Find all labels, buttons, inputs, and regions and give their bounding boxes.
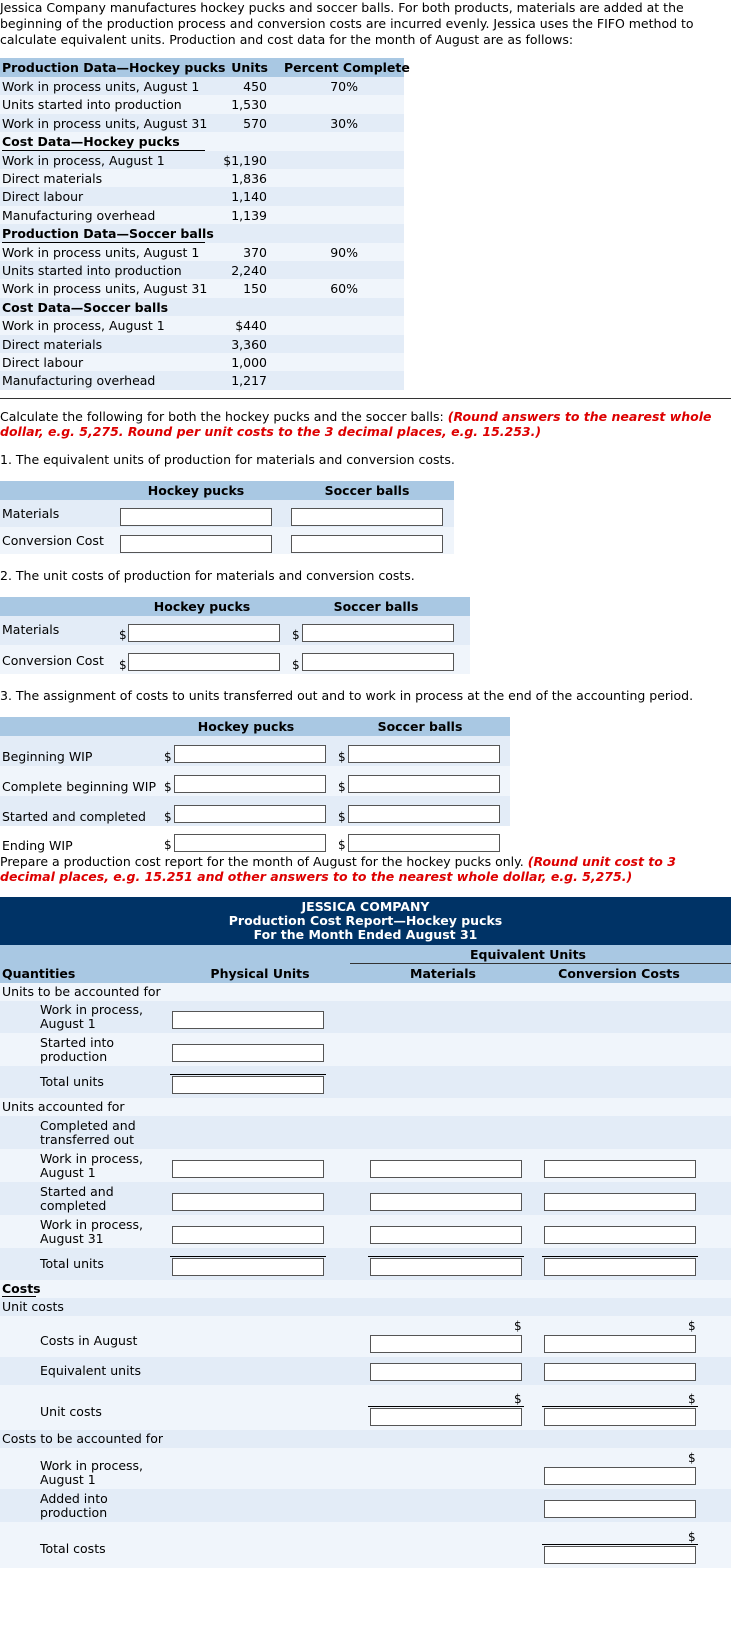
row-units: 1,139 — [231, 207, 267, 223]
q3-complete-beginning-wip-soccer-input[interactable] — [348, 775, 500, 793]
data-row — [0, 95, 404, 114]
report-row-cta-total-costs — [0, 1522, 731, 1568]
report-row-unit-costs — [0, 1385, 731, 1430]
q1-col-hockey: Hockey pucks — [147, 483, 245, 498]
cta-wip-aug1-conversion-input[interactable] — [544, 1467, 696, 1485]
report-title: Production Cost Report—Hockey pucks — [228, 913, 503, 928]
data-section-header — [0, 132, 404, 151]
q1-conversion-soccer-input[interactable] — [291, 535, 443, 553]
q3-title: 3. The assignment of costs to units transferred out and to work in process at the end of the accounting period. — [0, 688, 694, 703]
ua-started-completed-conversion-input[interactable] — [544, 1193, 696, 1211]
divider — [0, 398, 731, 399]
cta-added-conversion-input[interactable] — [544, 1500, 696, 1518]
report-row-uta-started — [0, 1033, 731, 1066]
report-row-ua-started-completed — [0, 1182, 731, 1215]
report-row-ua-total-units — [0, 1248, 731, 1280]
dollar-sign: $ — [338, 750, 346, 764]
report-row-label: Completed and transferred out — [40, 1117, 136, 1147]
row-label: Work in process units, August 31 — [2, 281, 208, 297]
report-row-label: Units to be accounted for — [2, 984, 161, 999]
report-row-label: Unit costs — [2, 1299, 64, 1314]
data-row — [0, 206, 404, 225]
row-percent: 30% — [330, 115, 358, 131]
report-row-label: Total units — [40, 1256, 104, 1271]
report-period: For the Month Ended August 31 — [253, 927, 478, 942]
row-units: 450 — [243, 79, 267, 94]
row-label: Direct labour — [2, 189, 84, 205]
row-label: Work in process units, August 1 — [2, 244, 200, 260]
q2-row-materials — [0, 616, 470, 645]
row-label: Direct materials — [2, 171, 103, 186]
report-row-units-to-account-header — [0, 983, 731, 1001]
ua-started-completed-materials-input[interactable] — [370, 1193, 522, 1211]
dollar-sign: $ — [338, 810, 346, 824]
total-rule — [170, 1256, 326, 1257]
q1-row-label: Conversion Cost — [2, 533, 104, 548]
q3-row-ending-wip — [0, 826, 510, 852]
dollar-sign: $ — [688, 1319, 696, 1333]
report-row-uta-wip-aug1 — [0, 1001, 731, 1033]
instruction-1-note: (Round answers to the nearest whole dollar, e.g. 5,275. Round per unit costs to the 3 decimal places, e.g. 15.253.) — [0, 409, 712, 439]
row-label: Work in process units, August 31 — [2, 115, 208, 131]
row-units: 1,836 — [231, 171, 267, 186]
ua-total-units-physical-input[interactable] — [172, 1258, 324, 1276]
q2-conversion-hockey-input[interactable] — [128, 653, 280, 671]
col-conversion: Conversion Costs — [558, 966, 680, 981]
report-row-label: Costs to be accounted for — [2, 1431, 163, 1446]
q1-materials-hockey-input[interactable] — [120, 508, 272, 526]
row-units: 2,240 — [231, 263, 267, 278]
equivalent-units-materials-input[interactable] — [370, 1363, 522, 1381]
report-row-label: Units accounted for — [2, 1099, 125, 1114]
data-section-header — [0, 224, 404, 243]
row-label: Units started into production — [2, 263, 182, 278]
report-row-label: Work in process, August 1 — [40, 1457, 144, 1487]
report-company: JESSICA COMPANY — [301, 899, 430, 914]
dollar-sign: $ — [338, 780, 346, 794]
dollar-sign: $ — [688, 1392, 696, 1406]
ua-total-units-materials-input[interactable] — [370, 1258, 522, 1276]
equiv-units-label: Equivalent Units — [470, 947, 586, 962]
dollar-sign: $ — [164, 838, 172, 852]
q2-col-hockey: Hockey pucks — [153, 599, 251, 614]
row-label: Production Data—Soccer balls — [2, 226, 214, 242]
dollar-sign: $ — [688, 1530, 696, 1544]
ua-wip-aug31-conversion-input[interactable] — [544, 1226, 696, 1244]
data-row — [0, 243, 404, 262]
row-label: Manufacturing overhead — [2, 207, 156, 223]
report-row-label: Work in process, August 1 — [40, 1002, 144, 1031]
uta-wip-aug1-physical-input[interactable] — [172, 1011, 324, 1029]
data-section-header — [0, 298, 404, 317]
equiv-units-rule — [350, 963, 731, 964]
q3-row-complete-beginning-wip — [0, 766, 510, 796]
costs-in-august-conversion-input[interactable] — [544, 1335, 696, 1353]
instruction-2 — [0, 854, 731, 884]
col-physical: Physical Units — [210, 966, 310, 981]
dollar-sign: $ — [119, 628, 127, 642]
report-row-unit-costs-header — [0, 1298, 731, 1316]
report-row-label: Equivalent units — [40, 1363, 141, 1378]
q3-row-label: Beginning WIP — [2, 749, 93, 764]
col-quantities: Quantities — [2, 966, 76, 981]
data-row — [0, 316, 404, 335]
q3-complete-beginning-wip-hockey-input[interactable] — [174, 775, 326, 793]
q2-materials-soccer-input[interactable] — [302, 624, 454, 642]
row-label: Units started into production — [2, 97, 182, 113]
report-column-header — [0, 945, 731, 983]
data-row — [0, 114, 404, 133]
row-label: Work in process, August 1 — [2, 152, 165, 168]
uta-total-units-physical-input[interactable] — [172, 1076, 324, 1094]
q3-started-completed-soccer-input[interactable] — [348, 805, 500, 823]
dollar-sign: $ — [164, 810, 172, 824]
row-units: $1,190 — [223, 152, 267, 168]
instruction-1 — [0, 409, 715, 439]
total-rule — [542, 1544, 698, 1545]
q2-title: 2. The unit costs of production for materials and conversion costs. — [0, 568, 415, 583]
row-label: Direct materials — [2, 336, 103, 352]
report-row-label: Work in process, August 31 — [40, 1216, 144, 1246]
data-row — [0, 77, 404, 96]
dollar-sign: $ — [292, 658, 300, 672]
instruction-2-note: (Round unit cost to 3 decimal places, e.g. 15.251 and other answers to to the nearest whole dollar, e.g. 5,275.) — [0, 854, 676, 884]
report-row-ua-completed — [0, 1116, 731, 1149]
row-units: 570 — [243, 115, 267, 131]
total-rule — [542, 1256, 698, 1257]
row-label: Cost Data—Hockey pucks — [2, 132, 205, 151]
report-row-label: Costs — [2, 1281, 41, 1296]
costs-in-august-materials-input[interactable] — [370, 1335, 522, 1353]
data-row — [0, 169, 404, 188]
report-row-ua-wip-aug31 — [0, 1215, 731, 1248]
row-label: Work in process, August 1 — [2, 318, 165, 334]
q1-header — [0, 481, 454, 500]
instruction-1-text: Calculate the following for both the hockey pucks and the soccer balls: — [0, 409, 444, 424]
row-units: 1,217 — [231, 373, 267, 389]
data-row — [0, 261, 404, 280]
total-rule — [368, 1406, 524, 1407]
q1-conversion-hockey-input[interactable] — [120, 535, 272, 553]
dollar-sign: $ — [514, 1319, 522, 1333]
row-percent: 90% — [330, 244, 358, 260]
ua-wip-aug31-materials-input[interactable] — [370, 1226, 522, 1244]
q3-row-label: Started and completed — [2, 809, 146, 824]
q1-col-soccer: Soccer balls — [324, 483, 410, 498]
row-units: 370 — [243, 244, 267, 260]
data-table-title: Production Data—Hockey pucks — [2, 60, 226, 75]
q3-beginning-wip-hockey-input[interactable] — [174, 745, 326, 763]
ua-wip-aug1-physical-input[interactable] — [172, 1160, 324, 1178]
q2-materials-hockey-input[interactable] — [128, 624, 280, 642]
report-row-label: Started into production — [40, 1034, 115, 1064]
data-row — [0, 371, 404, 390]
dollar-sign: $ — [338, 838, 346, 852]
col-percent: Percent Complete — [284, 60, 410, 75]
dollar-sign: $ — [688, 1451, 696, 1465]
q3-ending-wip-hockey-input[interactable] — [174, 834, 326, 852]
row-units: $440 — [235, 318, 267, 334]
q3-col-soccer: Soccer balls — [377, 719, 463, 734]
report-row-costs-to-account-header — [0, 1430, 731, 1448]
dollar-sign: $ — [119, 658, 127, 672]
data-row — [0, 151, 404, 170]
q3-beginning-wip-soccer-input[interactable] — [348, 745, 500, 763]
unit-costs-conversion-input[interactable] — [544, 1408, 696, 1426]
row-units: 150 — [243, 281, 267, 297]
data-table-header — [0, 58, 410, 77]
dollar-sign: $ — [164, 780, 172, 794]
q3-header — [0, 717, 510, 736]
q2-conversion-soccer-input[interactable] — [302, 653, 454, 671]
q3-row-label: Complete beginning WIP — [2, 779, 156, 794]
data-row — [0, 279, 404, 298]
report-row-cta-wip-aug1 — [0, 1448, 731, 1489]
instruction-2-text: Prepare a production cost report for the month of August for the hockey pucks only. — [0, 854, 524, 869]
ua-total-units-conversion-input[interactable] — [544, 1258, 696, 1276]
row-label: Direct labour — [2, 355, 84, 370]
report-header — [0, 897, 731, 945]
report-row-costs-header — [0, 1280, 731, 1298]
data-row — [0, 187, 404, 206]
report-row-cta-added — [0, 1489, 731, 1522]
report-row-costs-in-august — [0, 1316, 731, 1357]
ua-wip-aug31-physical-input[interactable] — [172, 1226, 324, 1244]
report-row-ua-wip-aug1 — [0, 1149, 731, 1182]
q2-row-label: Materials — [2, 622, 60, 637]
q2-col-soccer: Soccer balls — [333, 599, 419, 614]
uta-started-physical-input[interactable] — [172, 1044, 324, 1062]
total-rule — [368, 1256, 524, 1257]
ua-started-completed-physical-input[interactable] — [172, 1193, 324, 1211]
dollar-sign: $ — [292, 628, 300, 642]
q2-row-label: Conversion Cost — [2, 653, 104, 668]
q1-row-label: Materials — [2, 506, 60, 521]
report-row-label: Costs in August — [40, 1332, 138, 1348]
q3-row-started-completed — [0, 796, 510, 826]
q3-row-beginning-wip — [0, 736, 510, 766]
q2-row-conversion — [0, 645, 470, 674]
q1-title: 1. The equivalent units of production for materials and conversion costs. — [0, 452, 455, 467]
col-materials: Materials — [410, 966, 476, 981]
report-row-label: Work in process, August 1 — [40, 1150, 144, 1180]
total-rule — [542, 1406, 698, 1407]
q3-row-label: Ending WIP — [2, 838, 73, 853]
report-row-label: Added into production — [40, 1490, 108, 1520]
row-units: 1,530 — [231, 97, 267, 113]
q3-col-hockey: Hockey pucks — [197, 719, 295, 734]
report-row-uta-total-units — [0, 1066, 731, 1098]
report-row-equivalent-units — [0, 1357, 731, 1385]
q3-started-completed-hockey-input[interactable] — [174, 805, 326, 823]
row-units: 1,140 — [231, 189, 267, 205]
ua-wip-aug1-materials-input[interactable] — [370, 1160, 522, 1178]
report-row-label: Started and completed — [40, 1183, 114, 1213]
report-row-label: Unit costs — [40, 1403, 102, 1419]
row-percent: 60% — [330, 281, 358, 297]
ua-wip-aug1-conversion-input[interactable] — [544, 1160, 696, 1178]
q2-header — [0, 597, 470, 616]
row-units: 1,000 — [231, 355, 267, 370]
q1-row-conversion — [0, 527, 454, 554]
row-label: Work in process units, August 1 — [2, 79, 200, 94]
cta-total-costs-conversion-input[interactable] — [544, 1546, 696, 1564]
report-row-units-accounted-header — [0, 1098, 731, 1116]
dollar-sign: $ — [514, 1392, 522, 1406]
equivalent-units-conversion-input[interactable] — [544, 1363, 696, 1381]
total-rule — [170, 1074, 326, 1075]
row-units: 3,360 — [231, 336, 267, 352]
q1-row-materials — [0, 500, 454, 527]
q3-ending-wip-soccer-input[interactable] — [348, 834, 500, 852]
problem-intro: Jessica Company manufactures hockey pucks and soccer balls. For both products, materials are added at the beginning of the production process and conversion costs are incurred evenly. Jessica uses the FIFO method to calculate equivalent units. Production and cost data for the month of August are as follows: — [0, 0, 694, 47]
q1-materials-soccer-input[interactable] — [291, 508, 443, 526]
col-units: Units — [231, 60, 268, 75]
report-row-label: Total units — [40, 1074, 104, 1089]
data-row — [0, 353, 404, 372]
data-row — [0, 335, 404, 354]
unit-costs-materials-input[interactable] — [370, 1408, 522, 1426]
dollar-sign: $ — [164, 750, 172, 764]
row-label: Manufacturing overhead — [2, 373, 156, 389]
report-row-label: Total costs — [40, 1541, 106, 1556]
row-label: Cost Data—Soccer balls — [2, 298, 205, 317]
row-percent: 70% — [330, 79, 358, 94]
